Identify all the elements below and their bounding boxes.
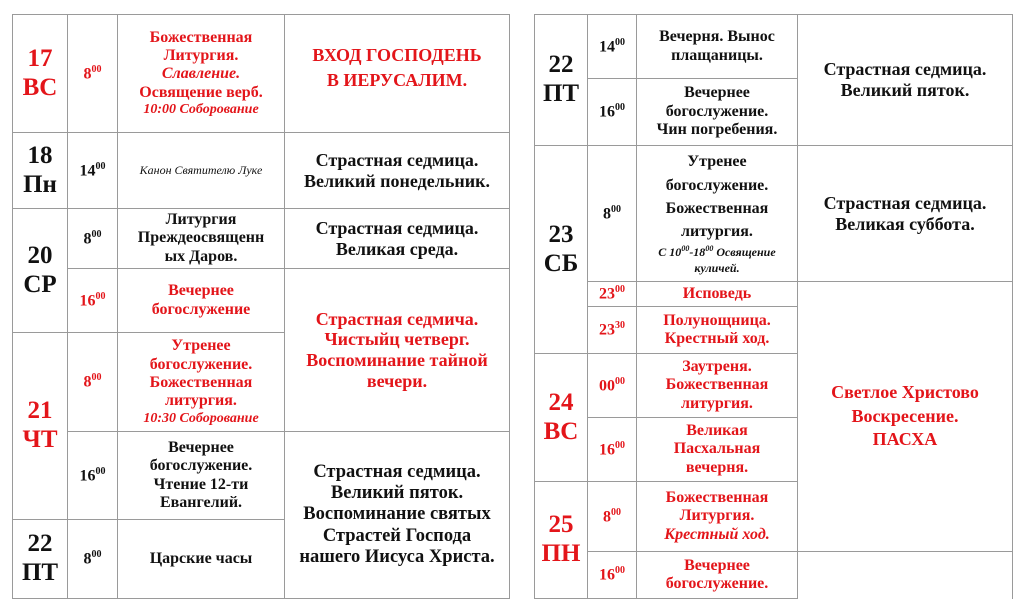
service-line: Преждеосвященн <box>137 229 265 247</box>
day-name: ЧТ <box>22 426 58 453</box>
table-row <box>535 15 1013 79</box>
time-cell <box>68 432 118 520</box>
note-text: Освящение <box>713 245 776 260</box>
description-line: Страстная седмица. <box>315 149 479 170</box>
service-line: Божественная <box>665 376 769 394</box>
service-line: Заутреня. <box>682 357 752 375</box>
time-cell <box>588 282 637 307</box>
day-cell <box>535 146 588 354</box>
description-line: Страстная седмица. <box>315 217 479 238</box>
time-cell <box>68 333 118 432</box>
day-cell <box>13 133 68 209</box>
day-cell <box>535 482 588 599</box>
time-cell <box>588 79 637 146</box>
time-hour: 16 <box>599 103 615 121</box>
service-line: Вечернее <box>684 84 750 102</box>
day-cell <box>13 333 68 520</box>
day-cell <box>13 15 68 133</box>
service-line: Полунощница. <box>663 311 771 329</box>
service-line: Вечернее <box>168 438 234 456</box>
time-hour: 8 <box>83 229 92 247</box>
description-cell <box>285 15 510 133</box>
time-minutes: 00 <box>91 372 102 384</box>
day-name: Пн <box>23 170 57 198</box>
day-number: 21 <box>27 397 53 425</box>
description-line: Воспоминание святых <box>303 504 491 525</box>
service-cell <box>118 269 285 333</box>
time-cell <box>588 418 637 482</box>
table-row <box>13 133 510 209</box>
time-minutes: 00 <box>95 160 106 172</box>
table-row <box>535 552 1013 599</box>
time-cell <box>588 354 637 418</box>
service-line: Литургия. <box>163 47 239 65</box>
day-name: ПТ <box>21 559 59 586</box>
service-line: Чтение 12-ти <box>153 475 249 493</box>
time-hour: 8 <box>83 64 92 82</box>
description-line: Великий понедельник. <box>304 170 490 191</box>
service-note: куличей. <box>694 260 740 275</box>
description-line: Страстная седмица. <box>313 461 481 482</box>
time-minutes: 00 <box>611 203 621 215</box>
description-line: Воскресение. <box>851 405 959 426</box>
time-hour: 8 <box>83 550 92 568</box>
time-cell <box>68 15 118 133</box>
service-line: Вечерня. Вынос <box>659 28 775 46</box>
service-line: Утренее <box>687 153 747 171</box>
service-line: Литургия <box>165 210 237 228</box>
description-line: В ИЕРУСАЛИМ. <box>326 70 468 91</box>
service-line: Чин погребения. <box>656 121 778 139</box>
description-cell <box>285 432 510 599</box>
table-row <box>13 269 510 333</box>
service-cell <box>637 79 798 146</box>
description-line: Светлое Христово <box>831 382 979 403</box>
description-line: Страстная седмица. <box>823 192 987 213</box>
day-cell <box>535 354 588 482</box>
day-number: 23 <box>548 220 574 248</box>
time-minutes: 00 <box>615 439 625 451</box>
day-name: ВС <box>543 417 579 445</box>
service-line: богослужение. <box>149 355 253 373</box>
time-hour: 00 <box>599 376 615 394</box>
description-cell <box>798 146 1013 282</box>
service-cell <box>637 307 798 354</box>
description-line: ВХОД ГОСПОДЕНЬ <box>312 45 482 65</box>
time-minutes: 00 <box>95 465 106 477</box>
service-line: Вечернее <box>684 556 750 574</box>
table-row <box>13 15 510 133</box>
service-line: Пасхальная <box>673 440 761 458</box>
service-cell <box>637 418 798 482</box>
service-line: 10:00 Соборование <box>143 102 259 118</box>
service-line: Литургия. <box>679 507 755 525</box>
service-line: Евангелий. <box>159 493 243 511</box>
service-cell <box>118 209 285 269</box>
service-line: Славление. <box>161 65 241 83</box>
description-line: Страстная седмича. <box>315 308 479 329</box>
note-text: С 10 <box>658 245 682 260</box>
time-cell <box>68 520 118 599</box>
service-line: Утренее <box>171 337 231 355</box>
description-line: Воспоминание тайной <box>306 350 488 370</box>
day-name: ВС <box>22 73 58 101</box>
day-cell <box>13 520 68 599</box>
description-line: нашего Иисуса Христа. <box>299 546 495 567</box>
time-minutes: 00 <box>611 506 621 518</box>
service-line: богослужение. <box>149 457 253 475</box>
day-number: 25 <box>548 511 574 539</box>
description-cell <box>285 209 510 269</box>
time-hour: 14 <box>599 37 615 55</box>
description-cell <box>798 15 1013 146</box>
service-cell: Царские часы <box>118 520 285 599</box>
time-minutes: 00 <box>615 36 625 48</box>
time-minutes: 00 <box>91 228 102 240</box>
service-line: богослужение. <box>665 102 769 120</box>
service-line: ых Даров. <box>164 247 238 265</box>
day-number: 18 <box>27 141 53 169</box>
note-sup: 00 <box>681 244 690 254</box>
time-minutes: 30 <box>615 320 625 332</box>
time-minutes: 00 <box>615 565 625 577</box>
time-hour: 8 <box>83 373 92 391</box>
time-cell <box>68 133 118 209</box>
service-cell <box>118 333 285 432</box>
description-line: Страстей Господа <box>322 525 472 546</box>
time-hour: 16 <box>599 440 615 458</box>
time-cell <box>588 146 637 282</box>
day-number: 22 <box>27 530 53 558</box>
description-line: ПАСХА <box>872 429 938 450</box>
service-line: вечерня. <box>685 458 749 476</box>
schedule-table-left <box>12 14 510 599</box>
schedule-table-right <box>534 14 1013 599</box>
day-cell <box>13 209 68 333</box>
time-minutes: 00 <box>91 549 102 561</box>
service-line: литургия. <box>165 392 237 410</box>
time-cell <box>588 307 637 354</box>
time-hour: 23 <box>599 321 615 339</box>
time-minutes: 00 <box>615 284 625 296</box>
day-cell <box>535 15 588 146</box>
service-line: Вечернее <box>168 282 234 300</box>
time-hour: 16 <box>79 291 96 309</box>
service-cell <box>637 15 798 79</box>
service-line: Крестный ход. <box>664 330 770 347</box>
description-line: Чистыйц четверг. <box>324 329 470 350</box>
table-row <box>13 432 510 520</box>
description-line: вечери. <box>366 370 428 391</box>
service-cell <box>118 15 285 133</box>
time-hour: 8 <box>603 507 611 525</box>
time-hour: 14 <box>79 161 96 179</box>
time-cell <box>588 482 637 552</box>
day-number: 20 <box>27 241 53 269</box>
time-minutes: 00 <box>615 102 625 114</box>
service-line: литургия. <box>681 394 753 412</box>
time-cell <box>68 269 118 333</box>
service-cell <box>637 354 798 418</box>
time-cell <box>68 209 118 269</box>
service-line: литургия. <box>681 222 753 240</box>
day-number: 24 <box>548 388 574 416</box>
service-cell <box>637 146 798 282</box>
service-line: плащаницы. <box>671 46 763 64</box>
day-number: 22 <box>548 51 574 79</box>
description-line: Великий пяток. <box>330 483 464 504</box>
service-line: Великая <box>686 421 748 439</box>
description-line: Великая среда. <box>335 238 459 259</box>
time-hour: 8 <box>603 204 611 222</box>
description-line: Великий пяток. <box>840 80 970 100</box>
service-line: Освящение верб. <box>139 83 263 101</box>
description-cell <box>285 133 510 209</box>
service-line: Божественная <box>665 488 769 506</box>
day-name: СР <box>23 270 57 298</box>
day-name: ПТ <box>542 80 580 107</box>
service-line: богослужение. <box>665 575 769 592</box>
service-cell <box>637 482 798 552</box>
time-minutes: 00 <box>91 63 102 75</box>
time-minutes: 00 <box>615 375 625 387</box>
day-name: СБ <box>543 249 579 277</box>
time-hour: 16 <box>599 566 615 584</box>
service-line: Божественная <box>149 28 253 46</box>
time-minutes: 00 <box>95 290 106 302</box>
note-sup: 00 <box>705 244 714 254</box>
table-row <box>13 209 510 269</box>
service-line: 10:30 Соборование <box>143 410 259 426</box>
table-row <box>535 282 1013 307</box>
description-line: Страстная седмица. <box>823 59 987 80</box>
day-number: 17 <box>27 44 53 72</box>
service-line: Божественная <box>149 373 253 391</box>
note-text: -18 <box>689 245 706 260</box>
service-cell <box>118 432 285 520</box>
description-line: Великая суббота. <box>835 213 975 234</box>
service-line: Крестный ход. <box>664 525 770 543</box>
service-cell: Исповедь <box>637 282 798 307</box>
service-line: богослужение. <box>665 176 769 194</box>
description-cell <box>798 282 1013 552</box>
description-cell <box>285 269 510 432</box>
service-line: богослужение <box>151 300 251 318</box>
day-name: ПН <box>541 540 581 567</box>
time-hour: 23 <box>599 285 615 303</box>
service-cell: Канон Святителю Луке <box>118 133 285 209</box>
table-row <box>535 146 1013 282</box>
time-cell <box>588 552 637 599</box>
service-cell <box>637 552 798 599</box>
service-note <box>640 243 794 261</box>
time-hour: 16 <box>79 466 96 484</box>
service-line: Божественная <box>665 199 769 217</box>
time-cell <box>588 15 637 79</box>
